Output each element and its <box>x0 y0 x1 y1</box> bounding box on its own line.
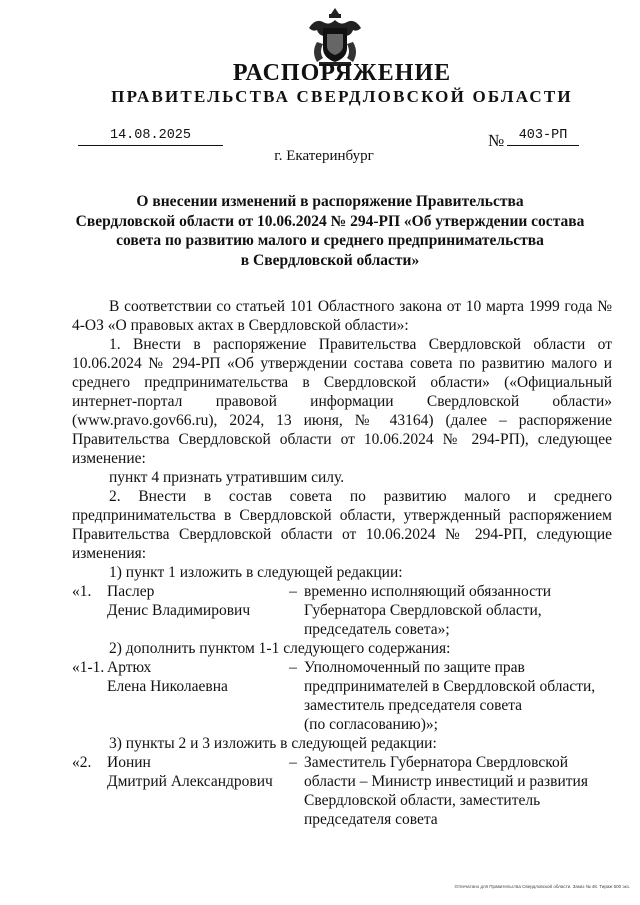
member-name <box>107 582 282 639</box>
role-line: Губернатора Свердловской области, <box>304 602 542 619</box>
member-surname: Паслер <box>107 583 155 600</box>
issuer-subtitle: ПРАВИТЕЛЬСТВА СВЕРДЛОВСКОЙ ОБЛАСТИ <box>111 87 573 106</box>
role-line: Свердловской области, заместитель <box>304 792 541 809</box>
member-number: «1. <box>72 583 92 600</box>
member-role <box>304 658 612 734</box>
coat-of-arms-icon <box>305 6 365 68</box>
member-name <box>107 658 282 734</box>
member-given-name: Дмитрий Александрович <box>107 773 273 790</box>
clause-1-text: пункт 4 признать утратившим силу. <box>109 469 345 486</box>
role-line: председатель совета»; <box>304 621 450 638</box>
document-type-title: РАСПОРЯЖЕНИЕ <box>232 60 452 86</box>
member-surname: Ионин <box>107 754 151 771</box>
document-date: 14.08.2025 <box>78 128 223 146</box>
document-body <box>72 297 612 829</box>
role-line: (по согласованию)»; <box>304 716 438 733</box>
clause-1-paragraph: 1. Внести в распоряжение Правительства Свердловской области от 10.06.2024 № 294-РП «Об утверждении состава совета по развитию малого и среднего предпринимательства в Свердловской области» («Официальный интернет-портал правовой информации Свердловской области» (www.pravo.gov66.ru), 2024, 13 июня, № 43164) (далее – распоряжение Правительства Свердловской области от 10.06.2024 № 294-РП), следующее изменение: <box>72 336 612 467</box>
subclause-1: 1) пункт 1 изложить в следующей редакции: <box>109 564 403 581</box>
document-number: 403-РП <box>507 128 579 146</box>
role-line: Заместитель Губернатора Свердловской <box>304 754 569 771</box>
city: г. Екатеринбург <box>274 148 374 164</box>
preamble-paragraph: В соответствии со статьей 101 Областного закона от 10 марта 1999 года № 4-ОЗ «О правовых актах в Свердловской области»: <box>72 298 612 334</box>
member-role <box>304 753 612 829</box>
role-line: временно исполняющий обязанности <box>304 583 552 600</box>
member-entry <box>72 753 612 829</box>
heading-line: О внесении изменений в распоряжение Правительства <box>136 193 524 210</box>
dash: – <box>289 754 297 771</box>
heading-line: Свердловской области от 10.06.2024 № 294-РП «Об утверждении состава <box>75 212 585 230</box>
member-name <box>107 753 282 829</box>
role-line: председателя совета <box>304 811 438 828</box>
clause-2-paragraph: 2. Внести в состав совета по развитию малого и среднего предпринимательства в Свердловской области, утвержденный распоряжением Правительства Свердловской области от 10.06.2024 № 294-РП, следующие изменения: <box>72 488 612 562</box>
heading-line: в Свердловской области» <box>240 251 420 269</box>
member-given-name: Денис Владимирович <box>107 602 251 619</box>
number-label: № <box>488 131 505 150</box>
subclause-3: 3) пункты 2 и 3 изложить в следующей редакции: <box>109 735 437 752</box>
member-number: «2. <box>72 754 92 771</box>
document-heading <box>60 192 600 270</box>
member-surname: Артюх <box>107 659 152 676</box>
role-line: области – Министр инвестиций и развития <box>304 773 588 790</box>
member-number: «1-1. <box>72 659 105 676</box>
print-footer: Отпечатано для Правительства Свердловской области. Заказ № 48. Тираж 500 экз. <box>454 884 630 889</box>
role-line: Уполномоченный по защите прав <box>304 659 525 676</box>
dash: – <box>289 583 297 600</box>
member-role <box>304 582 612 639</box>
member-entry <box>72 582 612 639</box>
dash: – <box>289 659 297 676</box>
role-line: предпринимателей в Свердловской области, <box>304 678 596 695</box>
role-line: заместитель председателя совета <box>304 697 523 714</box>
heading-line: совета по развитию малого и среднего предпринимательства <box>116 232 544 249</box>
member-entry <box>72 658 612 734</box>
member-given-name: Елена Николаевна <box>107 678 228 695</box>
subclause-2: 2) дополнить пунктом 1-1 следующего содержания: <box>109 640 451 657</box>
